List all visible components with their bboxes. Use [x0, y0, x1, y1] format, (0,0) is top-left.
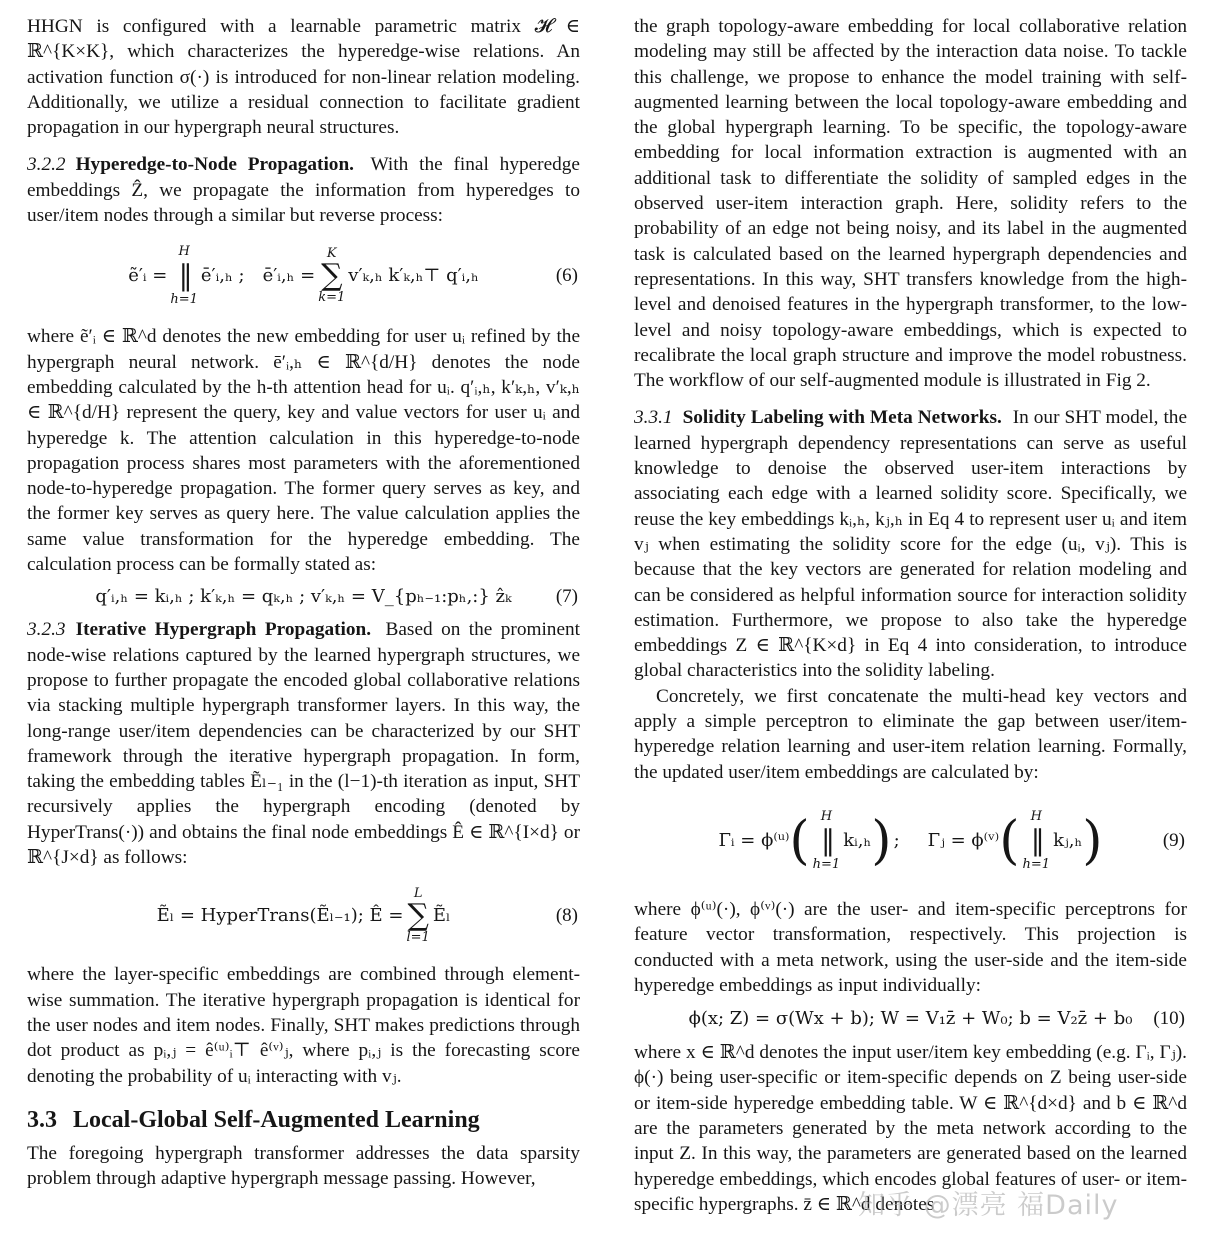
section-text: Based on the prominent node-wise relations captured by the learned hypergraph structures, we propose to further propagate the encoded global collaborative relations via stacking multiple hypergraph transformer layers. In this way, the long-range user/item dependencies can be characterized by our SHT framework through the iterative hypergraph propagation. In form, taking the embedding tables Ẽₗ₋₁ in the (l−1)-th iteration as input, SHT recursively applies the hypergraph encoding (denoted by HyperTrans(·)) and obtains the final node embeddings Ê ∈ ℝ^{I×d} or ℝ^{J×d} as follows: [27, 619, 581, 869]
eq6-concat-operator [170, 245, 198, 307]
sum-icon: ∑ [407, 898, 429, 934]
paragraph-after-eq8: where the layer-specific embeddings are combined through element-wise summation. The iterative hypergraph propagation is identical for the user nodes and item nodes. Finally, SHT makes predictions through dot product as pᵢ,ⱼ = ê⁽ᵘ⁾ᵢ⊤ ê⁽ᵛ⁾ⱼ, where pᵢ,ⱼ is the forecasting score denoting the probability of uᵢ interacting with vⱼ. [27, 964, 580, 1087]
right-paren-icon: ) [871, 810, 892, 871]
left-paren-icon: ( [999, 810, 1020, 871]
eq6-sum-upper: K [326, 246, 337, 262]
eq8-sum-upper: L [413, 886, 423, 902]
section-number: 3.2.3 [27, 619, 66, 641]
eq8-rhs: Ẽₗ [432, 905, 451, 927]
eq9-lhs2: Γⱼ = ϕ⁽ᵛ⁾ [927, 829, 1000, 851]
section-title: Local-Global Self-Augmented Learning [73, 1106, 480, 1133]
eq6-lhs: ẽ′ᵢ = [128, 265, 168, 287]
eq9-concat-upper: H [1030, 808, 1042, 824]
section-title: Hyperedge-to-Node Propagation. [75, 154, 354, 176]
eq6-number: (6) [555, 265, 578, 287]
section-3-2-3 [27, 617, 580, 870]
eq7-body: q′ᵢ,ₕ = kᵢ,ₕ ; k′ₖ,ₕ = qₖ,ₕ ; v′ₖ,ₕ = V_{pₕ₋₁:pₕ,:} ẑₖ [95, 586, 512, 608]
equation-10 [634, 998, 1187, 1040]
eq8-sum-operator [407, 887, 430, 945]
eq6-term1: ē′ᵢ,ₕ ; [200, 265, 245, 287]
eq6-concat-lower: h=1 [170, 292, 198, 308]
eq6-term2-lhs: ē′ᵢ,ₕ = [262, 265, 316, 287]
eq6-sum-lower: k=1 [318, 290, 346, 306]
equation-9 [634, 785, 1187, 897]
eq9-lhs1: Γᵢ = ϕ⁽ᵘ⁾ [718, 829, 790, 851]
eq8-number: (8) [555, 905, 578, 927]
eq9-concat-lower: h=1 [1022, 856, 1051, 872]
section-title: Iterative Hypergraph Propagation. [75, 619, 372, 641]
eq9-concat-upper: H [820, 808, 833, 824]
section-title: Solidity Labeling with Meta Networks. [682, 407, 1002, 429]
equation-8 [27, 870, 580, 962]
eq9-concat-operator-2 [1023, 810, 1051, 872]
section-text: With the final hyperedge embeddings Ẑ, we propagate the information from hyperedges to user/item nodes through a similar but reverse process: [27, 154, 580, 227]
eq10-number: (10) [1153, 1008, 1185, 1030]
paragraph-after-eq6: where ẽ′ᵢ ∈ ℝ^d denotes the new embedding for user uᵢ refined by the hypergraph neural network. ē′ᵢ,ₕ ∈ ℝ^{d/H} denotes the node embedding calculated by the h-th attention head for uᵢ. q′ᵢ,ₕ, k′ₖ,ₕ, v′ₖ,ₕ ∈ ℝ^{d/H} represent the query, key and value vectors for user uᵢ and hyperedge k. The attention calculation in this hyperedge-to-node propagation process shares most parameters with the aforementioned node-to-hyperedge propagation. The former query serves as key, and the former key serves as query here. The value calculation applies the same value transformation for the hyperedge embedding. The calculation process can be formally stated as: [27, 326, 580, 576]
sum-icon: ∑ [321, 258, 343, 294]
concat-bar-icon: ‖ [178, 259, 190, 293]
eq9-inner1: kᵢ,ₕ [843, 829, 872, 851]
eq10-body: ϕ(x; Z) = σ(Wx + b); W = V₁z̄ + W₀; b = V₂z̄ + b₀ [688, 1008, 1133, 1030]
paragraph-right-intro: the graph topology-aware embedding for local collaborative relation modeling may still be affected by the interaction data noise. To tackle this challenge, we propose to enhance the model training with self-augmented learning between the local topology-aware embedding and the global hypergraph learning. To be specific, the topology-aware embedding for local information extraction is augmented with an additional task to differentiate the solidity of sampled edges in the observed user-item interaction graph. Here, solidity refers to the probability of an edge not being noisy, and its label in the augmented task is calculated based on the learned hypergraph dependencies and representations. In this way, SHT transfers knowledge from the high-level and denoised features in the hypergraph transformer, to the low-level and noisy topology-aware embeddings, which is expected to recalibrate the local graph structure and improve the model robustness. The workflow of our self-augmented module is illustrated in Fig 2. [634, 16, 1187, 392]
eq9-concat-operator-1 [813, 810, 841, 872]
eq9-concat-lower: h=1 [812, 856, 841, 872]
paragraph-hhgn-intro: HHGN is configured with a learnable parametric matrix 𝓗 ∈ ℝ^{K×K}, which characterizes the hyperedge-wise relations. An activation function σ(·) is introduced for non-linear relation modeling. Additionally, we utilize a residual connection to facilitate gradient propagation in our hypergraph neural structures. [27, 16, 580, 139]
right-column [634, 14, 1187, 1260]
section-number: 3.3 [27, 1106, 57, 1133]
zhihu-watermark: 知乎 @漂亮 福Daily [858, 1190, 1119, 1221]
equation-7 [27, 577, 580, 617]
concat-bar-icon: ‖ [1030, 823, 1042, 857]
eq6-sum-operator [318, 247, 345, 305]
equation-6 [27, 228, 580, 324]
eq9-inner2: kⱼ,ₕ [1053, 829, 1083, 851]
concat-bar-icon: ‖ [820, 823, 832, 857]
section-3-3-1 [634, 405, 1187, 683]
eq8-sum-lower: l=1 [406, 930, 430, 946]
section-3-3-heading [27, 1105, 580, 1135]
eq7-number: (7) [555, 586, 578, 608]
paragraph-3-3: The foregoing hypergraph transformer addresses the data sparsity problem through adaptive hypergraph message passing. However, [27, 1142, 580, 1190]
eq9-number: (9) [1162, 829, 1185, 851]
eq8-lhs: Ẽₗ = HyperTrans(Ẽₗ₋₁); Ê = [156, 905, 404, 927]
section-number: 3.2.2 [27, 154, 66, 176]
eq6-term2-rhs: v′ₖ,ₕ k′ₖ,ₕ⊤ q′ᵢ,ₕ [348, 265, 479, 287]
left-paren-icon: ( [789, 810, 810, 871]
section-number: 3.3.1 [634, 407, 673, 429]
right-paren-icon: ) [1082, 810, 1103, 871]
paragraph-after-eq10: where x ∈ ℝ^d denotes the input user/item key embedding (e.g. Γᵢ, Γⱼ). ϕ(·) being user-specific or item-specific depends on Z being user-side or item-side hyperedge embedding table. W ∈ ℝ^{d×d} and b ∈ ℝ^d are the parameters generated by the meta network according to the input Z. In this way, the parameters are generated based on the learned hyperedge embeddings, which encodes global features of user- or item-specific hypergraphs. z̄ ∈ ℝ^d denotes [634, 1042, 1187, 1215]
paragraph-concretely: Concretely, we first concatenate the multi-head key vectors and apply a simple perceptron to eliminate the gap between user/item-hyperedge relation learning and user-item relation learning. Formally, the updated user/item embeddings are calculated by: [634, 685, 1187, 783]
section-text: In our SHT model, the learned hypergraph dependency representations can serve as useful knowledge to denoise the observed user-item interactions by associating each edge with a learned solidity score. Specifically, we reuse the key embeddings kᵢ,ₕ, kⱼ,ₕ in Eq 4 to represent user uᵢ and item vⱼ when estimating the solidity score for the edge (uᵢ, vⱼ). This is because that the key vectors are generated for relation modeling and can be considered as helpful information source for interaction solidity estimation. Furthermore, we propose to also take the hyperedge embeddings Z ∈ ℝ^{K×d} in Eq 4 into consideration, to introduce global characteristics into the solidity labeling. [634, 407, 1187, 682]
eq6-concat-upper: H [178, 244, 190, 260]
eq9-separator: ; [893, 829, 900, 851]
left-column [27, 14, 580, 1260]
paragraph-after-eq9: where ϕ⁽ᵘ⁾(·), ϕ⁽ᵛ⁾(·) are the user- and item-specific perceptrons for feature vector transformation, respectively. This projection is conducted with a meta network, using the user-side and the item-side hyperedge embeddings as input individually: [634, 898, 1187, 996]
section-3-2-2 [27, 152, 580, 228]
